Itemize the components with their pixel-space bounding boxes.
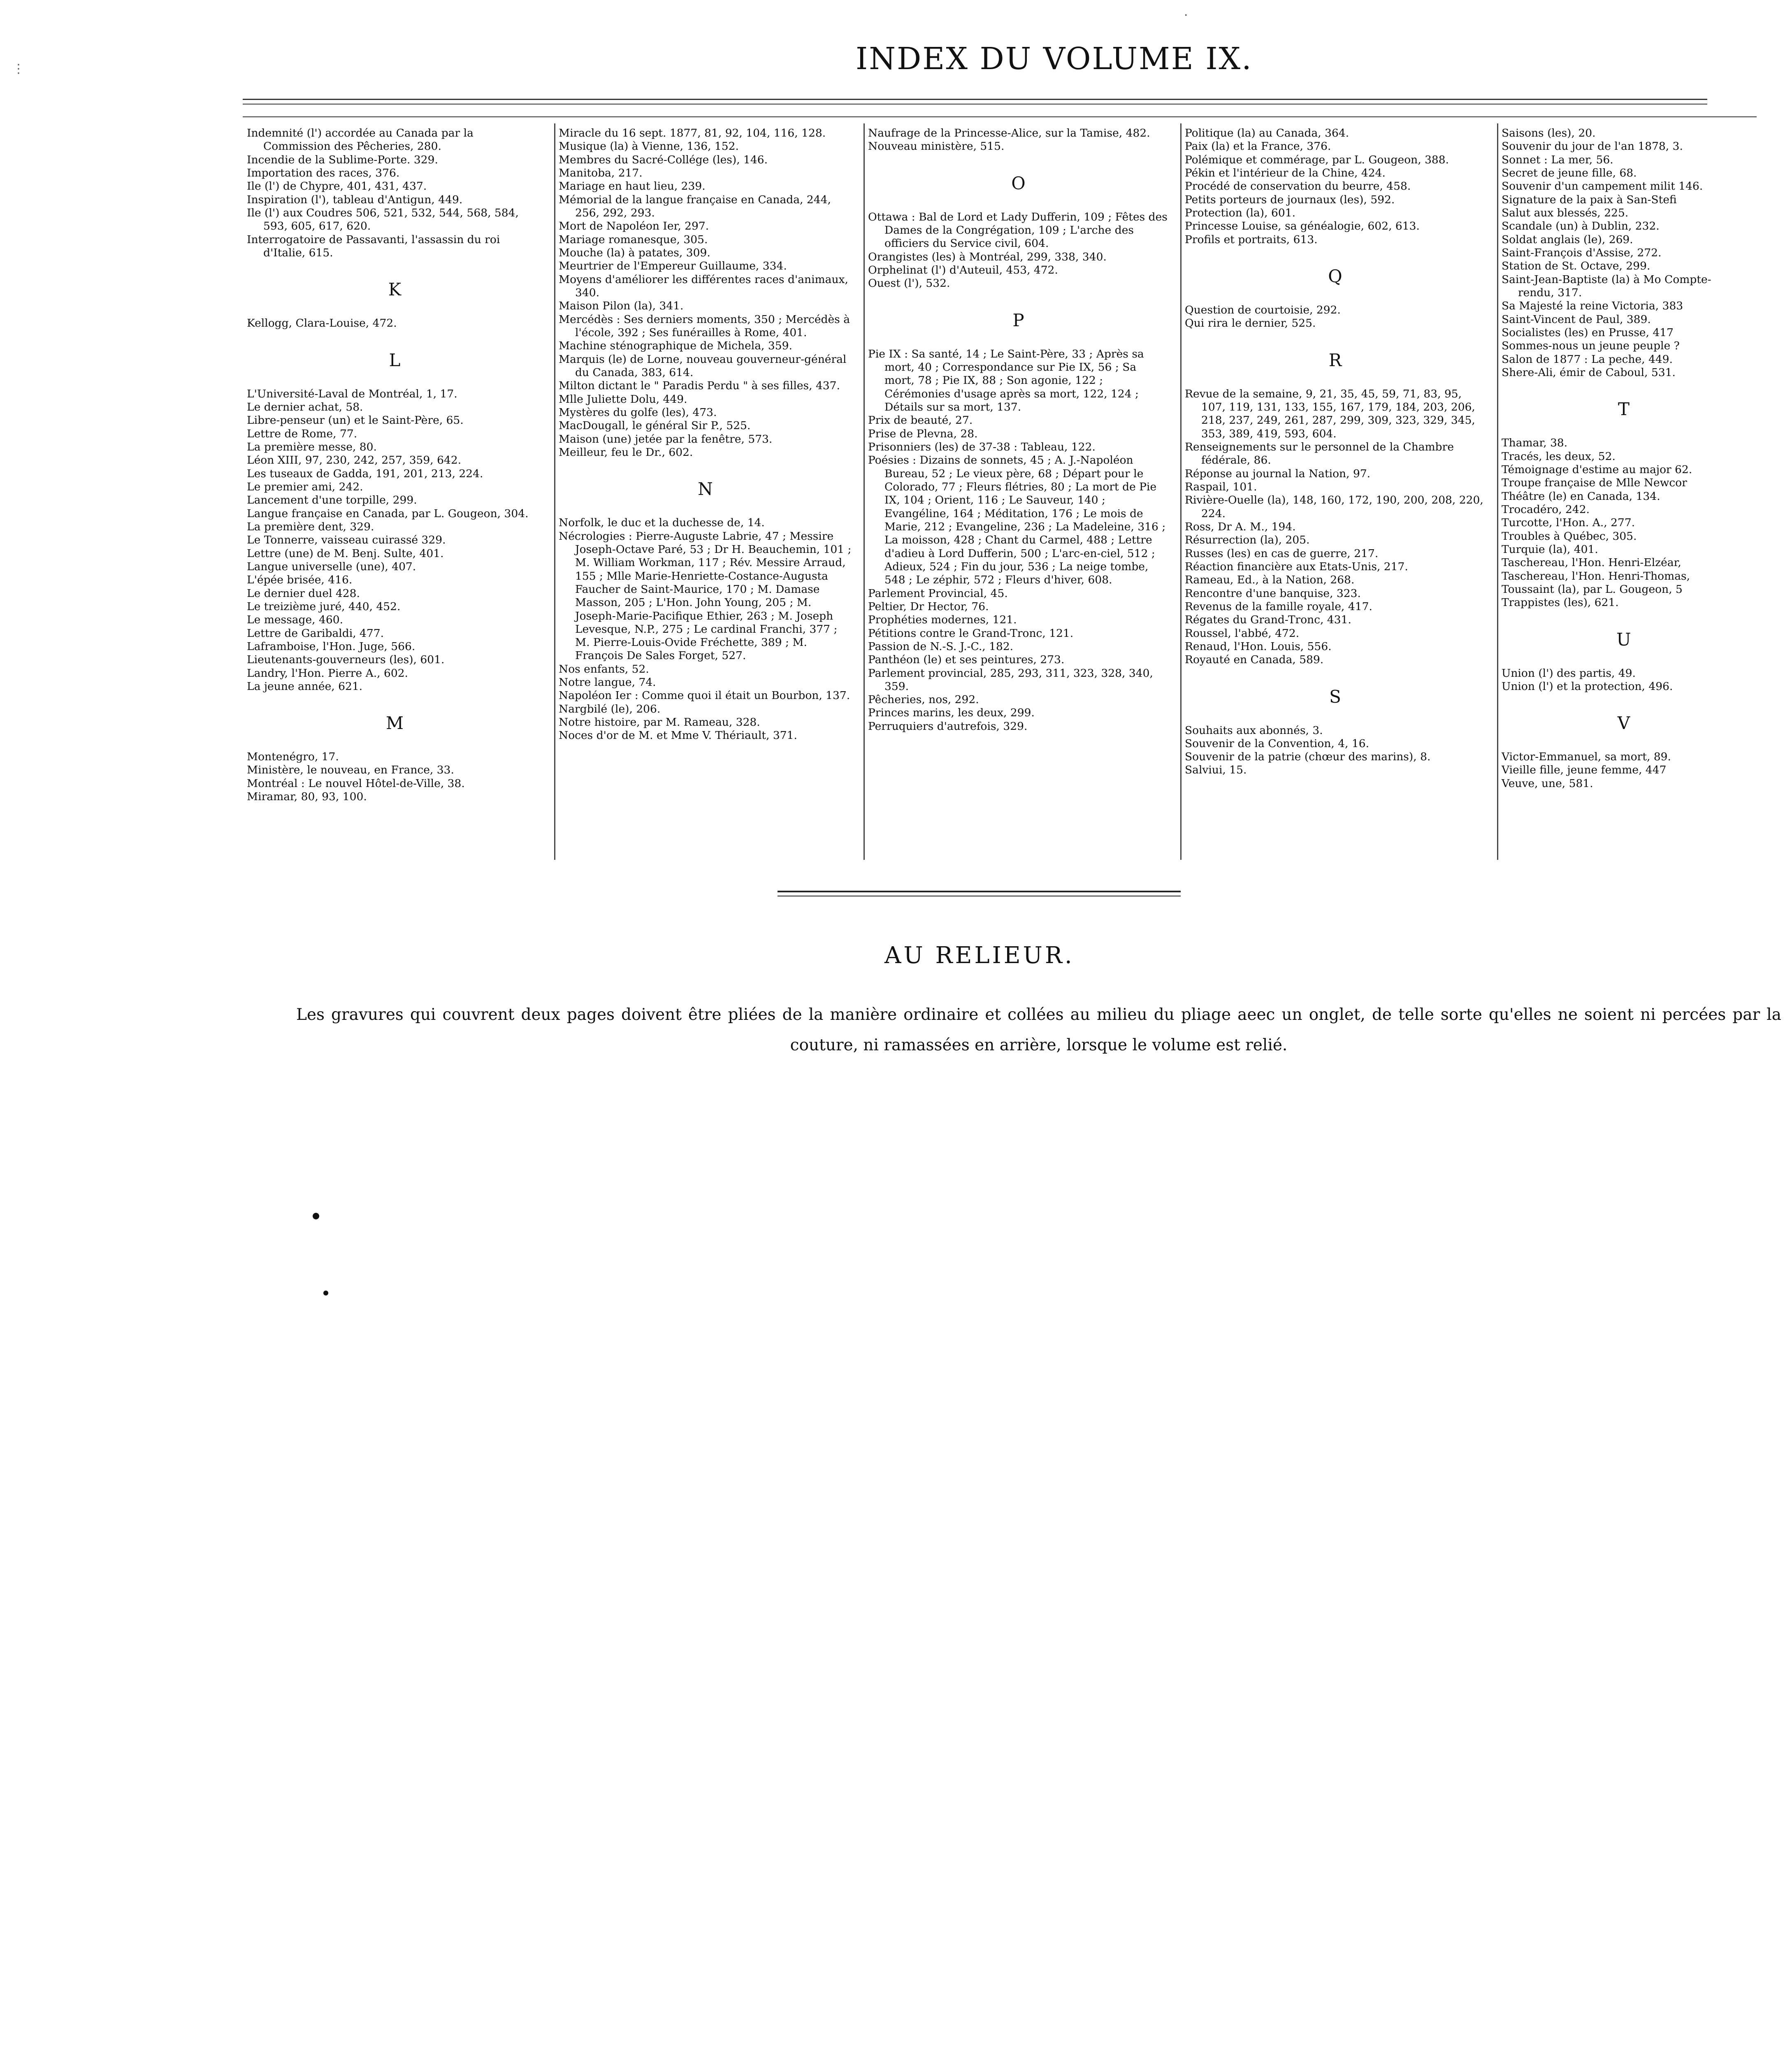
index-entry: Le dernier duel 428. <box>247 587 360 600</box>
index-entry: Langue française en Canada, par L. Gougeon, 304. <box>247 507 529 520</box>
index-entry: MacDougall, le général Sir P., 525. <box>559 419 751 432</box>
index-entry: Perruquiers d'autrefois, 329. <box>868 720 1028 733</box>
index-entry: Théâtre (le) en Canada, 134. <box>1502 490 1660 503</box>
index-entry: Renseignements sur le personnel de la Chambre fédérale, 86. <box>1185 440 1454 467</box>
index-entry: Taschereau, l'Hon. Henri-Thomas, <box>1502 569 1690 583</box>
index-entry: Ile (l') de Chypre, 401, 431, 437. <box>247 180 427 193</box>
index-entry: Mémorial de la langue française en Canada, 244, 256, 292, 293. <box>559 193 831 219</box>
index-entry: Politique (la) au Canada, 364. <box>1185 127 1349 139</box>
section-divider <box>778 891 1181 892</box>
index-entry: Nos enfants, 52. <box>559 662 649 676</box>
columns-top-rule <box>243 116 1757 117</box>
index-entry: Mercédès : Ses derniers moments, 350 ; Mercédès à l'école, 392 ; Ses funérailles à Rome, 401. <box>559 313 850 339</box>
margin-mark: ⋮ <box>12 62 25 76</box>
index-entry: Sa Majesté la reine Victoria, 383 <box>1502 299 1683 313</box>
index-entry: Saisons (les), 20. <box>1502 127 1596 139</box>
index-entry: Membres du Sacré-Collége (les), 146. <box>559 153 768 166</box>
index-entry: Princesse Louise, sa généalogie, 602, 613. <box>1185 220 1420 233</box>
index-entry: Souvenir du jour de l'an 1878, 3. <box>1502 140 1683 153</box>
index-entry: Landry, l'Hon. Pierre A., 602. <box>247 666 408 680</box>
index-entry: Ross, Dr A. M., 194. <box>1185 520 1296 533</box>
index-entry: Mariage romanesque, 305. <box>559 233 708 246</box>
index-entry: Passion de N.-S. J.-C., 182. <box>868 640 1014 653</box>
index-entry: Noces d'or de M. et Mme V. Thériault, 371. <box>559 729 797 742</box>
index-entry: Qui rira le dernier, 525. <box>1185 317 1316 330</box>
top-mark: · <box>1184 8 1188 23</box>
index-entry: Résurrection (la), 205. <box>1185 534 1310 547</box>
index-entry: Souvenir de la patrie (chœur des marins), 8. <box>1185 750 1431 764</box>
index-entry: Les tuseaux de Gadda, 191, 201, 213, 224. <box>247 467 483 480</box>
index-entry: Shere-Ali, émir de Caboul, 531. <box>1502 366 1676 379</box>
index-entry: Salon de 1877 : La peche, 449. <box>1502 353 1673 366</box>
index-entry: Nouveau ministère, 515. <box>868 140 1005 153</box>
section-letter: P <box>1012 310 1024 330</box>
index-entry: Panthéon (le) et ses peintures, 273. <box>868 653 1065 666</box>
index-entry: Ottawa : Bal de Lord et Lady Dufferin, 109 ; Fêtes des Dames de la Congrégation, 109 ; L'arche des officiers du Service civil, 604. <box>868 210 1168 250</box>
index-entry: Le treizième juré, 440, 452. <box>247 600 401 613</box>
index-entry: Moyens d'améliorer les différentes races d'animaux, 340. <box>559 273 848 299</box>
index-entry: Notre langue, 74. <box>559 676 656 689</box>
index-entry: Kellogg, Clara-Louise, 472. <box>247 317 397 330</box>
index-entry: Salviui, 15. <box>1185 764 1247 777</box>
index-entry: Veuve, une, 581. <box>1502 777 1593 790</box>
index-entry: Lancement d'une torpille, 299. <box>247 494 417 507</box>
section-letter: T <box>1618 399 1630 420</box>
index-entry: Rameau, Ed., à la Nation, 268. <box>1185 573 1355 587</box>
index-entry: Station de St. Octave, 299. <box>1502 260 1650 273</box>
index-entry: Princes marins, les deux, 299. <box>868 706 1035 720</box>
index-entry: Lettre (une) de M. Benj. Sulte, 401. <box>247 547 444 560</box>
index-entry: Miramar, 80, 93, 100. <box>247 790 367 803</box>
relieur-paragraph: Les gravures qui couvrent deux pages doivent être pliées de la manière ordinaire et collées au milieu du pliage aeec un onglet, de telle sorte qu'elles ne soient ni percées par la couture, ni ramassées en arrière, lorsque le volume est relié. <box>296 1005 1781 1055</box>
index-entry: Revue de la semaine, 9, 21, 35, 45, 59, 71, 83, 95, 107, 119, 131, 133, 155, 167, 179, 184, 203, 206, 218, 237, 249, 261, 287, 299, 309, 323, 329, 345, 353, 389, 419, 593, 604. <box>1185 387 1475 440</box>
ink-dot <box>313 1213 319 1219</box>
index-entry: Souvenir d'un campement milit 146. <box>1502 180 1703 193</box>
index-entry: Le dernier achat, 58. <box>247 400 363 413</box>
index-column <box>244 123 555 860</box>
index-entry: Prix de beauté, 27. <box>868 414 973 427</box>
index-entry: Lieutenants-gouverneurs (les), 601. <box>247 653 445 666</box>
index-entry: Ouest (l'), 532. <box>868 277 950 290</box>
index-entry: Nécrologies : Pierre-Auguste Labrie, 47 ; Messire Joseph-Octave Paré, 53 ; Dr H. Beauchemin, 101 ; M. William Workman, 117 ; Rév. Messire Arraud, 155 ; Mlle Marie-Henriette-Costance-Augusta Faucher de Saint-Maurice, 170 ; M. Damase Masson, 205 ; L'Hon. John Young, 205 ; M. Joseph-Marie-Pacifique Ethier, 263 ; M. Joseph Levesque, N.P., 275 ; Le cardinal Franchi, 377 ; M. Pierre-Louis-Ovide Fréchette, 389 ; M. François De Sales Forget, 527. <box>559 529 852 662</box>
index-entry: Mariage en haut lieu, 239. <box>559 180 706 193</box>
ink-dot <box>323 1291 328 1295</box>
index-entry: Maison (une) jetée par la fenêtre, 573. <box>559 432 773 446</box>
index-entry: Socialistes (les) en Prusse, 417 <box>1502 326 1674 339</box>
index-entry: Témoignage d'estime au major 62. <box>1502 463 1692 476</box>
index-column <box>1498 123 1757 860</box>
index-entry: Machine sténographique de Michela, 359. <box>559 339 792 353</box>
index-entry: Turquie (la), 401. <box>1502 543 1598 556</box>
index-entry: Question de courtoisie, 292. <box>1185 303 1341 316</box>
index-entry: Réponse au journal la Nation, 97. <box>1185 467 1371 480</box>
top-rule <box>243 99 1707 100</box>
index-entry: Troubles à Québec, 305. <box>1502 529 1637 543</box>
index-entry: Napoléon Ier : Comme quoi il était un Bourbon, 137. <box>559 689 850 702</box>
index-entry: Thamar, 38. <box>1502 436 1568 450</box>
index-entry: Rencontre d'une banquise, 323. <box>1185 587 1361 600</box>
section-letter: S <box>1329 686 1341 707</box>
index-entry: Norfolk, le duc et la duchesse de, 14. <box>559 516 765 529</box>
section-letter: K <box>388 279 402 300</box>
index-entry: Taschereau, l'Hon. Henri-Elzéar, <box>1502 556 1681 569</box>
index-entry: Montenégro, 17. <box>247 750 339 764</box>
index-entry: Trappistes (les), 621. <box>1502 596 1619 609</box>
index-entry: Léon XIII, 97, 230, 242, 257, 359, 642. <box>247 454 462 467</box>
index-entry: Procédé de conservation du beurre, 458. <box>1185 180 1411 193</box>
index-entry: Paix (la) et la France, 376. <box>1185 140 1331 153</box>
index-column <box>865 123 1182 860</box>
index-entry: Protection (la), 601. <box>1185 206 1295 219</box>
index-entry: Montréal : Le nouvel Hôtel-de-Ville, 38. <box>247 777 465 790</box>
index-entry: Signature de la paix à San-Stefi <box>1502 193 1677 206</box>
index-entry: Maison Pilon (la), 341. <box>559 299 684 313</box>
index-entry: L'épée brisée, 416. <box>247 573 353 587</box>
index-column <box>555 123 865 860</box>
index-entry: Indemnité (l') accordée au Canada par la Commission des Pêcheries, 280. <box>247 127 474 153</box>
index-entry: Marquis (le) de Lorne, nouveau gouverneur-général du Canada, 383, 614. <box>559 353 847 379</box>
index-entry: Sommes-nous un jeune peuple ? <box>1502 339 1680 353</box>
index-entry: Manitoba, 217. <box>559 166 643 179</box>
index-entry: L'Université-Laval de Montréal, 1, 17. <box>247 387 457 400</box>
index-entry: Pétitions contre le Grand-Tronc, 121. <box>868 627 1074 640</box>
index-entry: Saint-François d'Assise, 272. <box>1502 246 1662 259</box>
index-entry: Orangistes (les) à Montréal, 299, 338, 340. <box>868 250 1107 263</box>
index-entry: Libre-penseur (un) et le Saint-Père, 65. <box>247 414 464 427</box>
index-entry: Ministère, le nouveau, en France, 33. <box>247 764 454 777</box>
index-entry: Souhaits aux abonnés, 3. <box>1185 724 1323 737</box>
index-entry: Meurtrier de l'Empereur Guillaume, 334. <box>559 260 787 273</box>
section-letter: V <box>1617 713 1630 734</box>
index-entry: Secret de jeune fille, 68. <box>1502 166 1637 179</box>
index-entry: Rivière-Ouelle (la), 148, 160, 172, 190, 200, 208, 220, 224. <box>1185 494 1483 520</box>
index-entry: Saint-Vincent de Paul, 389. <box>1502 313 1651 326</box>
index-entry: Interrogatoire de Passavanti, l'assassin du roi d'Italie, 615. <box>247 233 500 259</box>
index-entry: Mlle Juliette Dolu, 449. <box>559 392 687 406</box>
index-entry: Raspail, 101. <box>1185 480 1257 493</box>
index-entry: La première dent, 329. <box>247 520 374 533</box>
index-entry: Régates du Grand-Tronc, 431. <box>1185 613 1351 627</box>
index-entry: Renaud, l'Hon. Louis, 556. <box>1185 640 1332 653</box>
index-entry: Pêcheries, nos, 292. <box>868 693 979 706</box>
index-entry: Importation des races, 376. <box>247 166 400 179</box>
index-entry: Milton dictant le " Paradis Perdu " à ses filles, 437. <box>559 379 840 392</box>
index-entry: Lettre de Rome, 77. <box>247 427 357 440</box>
index-entry: Revenus de la famille royale, 417. <box>1185 600 1372 613</box>
index-entry: Poésies : Dizains de sonnets, 45 ; A. J.-Napoléon Bureau, 52 ; Le vieux père, 68 ; Départ pour le Colorado, 77 ; Fleurs flétries, 80 ; La mort de Pie IX, 104 ; Orient, 116 ; Le Sauveur, 140 ; Evangéline, 164 ; Méditation, 176 ; Le mois de Marie, 212 ; Evangeline, 236 ; La Madeleine, 316 ; La moisson, 428 ; Chant du Carmel, 488 ; Lettre d'adieu à Lord Dufferin, 500 ; L'arc-en-ciel, 512 ; Adieux, 524 ; Fin du jour, 536 ; La neige tombe, 548 ; Le zéphir, 572 ; Fleurs d'hiver, 608. <box>868 454 1166 587</box>
index-entry: Mouche (la) à patates, 309. <box>559 246 710 259</box>
index-entry: La jeune année, 621. <box>247 680 363 693</box>
section-letter: M <box>385 713 404 734</box>
index-entry: Notre histoire, par M. Rameau, 328. <box>559 716 760 729</box>
index-entry: Le Tonnerre, vaisseau cuirassé 329. <box>247 534 446 547</box>
index-entry: Orphelinat (l') d'Auteuil, 453, 472. <box>868 263 1058 276</box>
index-entry: Troupe française de Mlle Newcor <box>1502 476 1687 490</box>
index-entry: Musique (la) à Vienne, 136, 152. <box>559 140 739 153</box>
index-entry: Naufrage de la Princesse-Alice, sur la Tamise, 482. <box>868 127 1150 139</box>
section-letter: L <box>389 350 401 370</box>
index-entry: Nargbilé (le), 206. <box>559 702 661 715</box>
index-entry: Roussel, l'abbé, 472. <box>1185 627 1300 640</box>
index-entry: Pékin et l'intérieur de la Chine, 424. <box>1185 166 1386 179</box>
index-entry: Profils et portraits, 613. <box>1185 233 1318 246</box>
section-letter: U <box>1616 629 1631 650</box>
index-entry: Meilleur, feu le Dr., 602. <box>559 446 693 459</box>
index-entry: Mort de Napoléon Ier, 297. <box>559 220 709 233</box>
index-entry: Prise de Plevna, 28. <box>868 427 978 440</box>
index-entry: Union (l') des partis, 49. <box>1502 666 1636 680</box>
index-entry: Peltier, Dr Hector, 76. <box>868 600 989 613</box>
relieur-heading: AU RELIEUR. <box>884 942 1075 969</box>
index-entry: Vieille fille, jeune femme, 447 <box>1502 764 1667 777</box>
index-entry: Incendie de la Sublime-Porte. 329. <box>247 153 438 166</box>
index-entry: Lettre de Garibaldi, 477. <box>247 627 384 640</box>
index-entry: Le premier ami, 242. <box>247 480 363 493</box>
index-entry: Union (l') et la protection, 496. <box>1502 680 1673 693</box>
index-column <box>1182 123 1498 860</box>
index-entry: Parlement provincial, 285, 293, 311, 323, 328, 340, 359. <box>868 666 1153 693</box>
index-entry: Inspiration (l'), tableau d'Antigun, 449. <box>247 193 463 206</box>
index-entry: Ile (l') aux Coudres 506, 521, 532, 544, 568, 584, 593, 605, 617, 620. <box>247 206 519 233</box>
index-entry: Miracle du 16 sept. 1877, 81, 92, 104, 116, 128. <box>559 127 826 139</box>
index-entry: Le message, 460. <box>247 613 344 627</box>
section-letter: N <box>698 479 713 499</box>
index-entry: Laframboise, l'Hon. Juge, 566. <box>247 640 416 653</box>
index-entry: Toussaint (la), par L. Gougeon, 5 <box>1502 583 1683 596</box>
index-entry: Pie IX : Sa santé, 14 ; Le Saint-Père, 33 ; Après sa mort, 40 ; Correspondance sur Pie IX, 56 ; Sa mort, 78 ; Pie IX, 88 ; Son agonie, 122 ; Cérémonies d'usage après sa mort, 122, 124 ; Détails sur sa mort, 137. <box>868 347 1144 413</box>
index-entry: Souvenir de la Convention, 4, 16. <box>1185 737 1370 750</box>
section-letter: R <box>1328 350 1342 370</box>
section-letter: O <box>1011 173 1026 193</box>
index-entry: Russes (les) en cas de guerre, 217. <box>1185 547 1379 560</box>
index-entry: Salut aux blessés, 225. <box>1502 206 1629 219</box>
section-letter: Q <box>1328 266 1342 286</box>
index-entry: Prophéties modernes, 121. <box>868 613 1017 627</box>
index-entry: Saint-Jean-Baptiste (la) à Mo Compte-rendu, 317. <box>1502 273 1711 299</box>
index-entry: Petits porteurs de journaux (les), 592. <box>1185 193 1395 206</box>
index-entry: Prisonniers (les) de 37-38 : Tableau, 122. <box>868 440 1096 453</box>
index-entry: Turcotte, l'Hon. A., 277. <box>1502 516 1635 529</box>
index-entry: La première messe, 80. <box>247 440 377 453</box>
index-entry: Parlement Provincial, 45. <box>868 587 1008 600</box>
index-entry: Scandale (un) à Dublin, 232. <box>1502 220 1660 233</box>
index-entry: Victor-Emmanuel, sa mort, 89. <box>1502 750 1671 764</box>
index-entry: Langue universelle (une), 407. <box>247 560 416 573</box>
index-entry: Polémique et commérage, par L. Gougeon, 388. <box>1185 153 1449 166</box>
index-entry: Mystères du golfe (les), 473. <box>559 406 717 419</box>
index-columns <box>244 123 1757 860</box>
index-entry: Royauté en Canada, 589. <box>1185 653 1324 666</box>
index-entry: Trocadéro, 242. <box>1502 503 1590 516</box>
index-entry: Réaction financière aux Etats-Unis, 217. <box>1185 560 1408 573</box>
index-entry: Sonnet : La mer, 56. <box>1502 153 1613 166</box>
index-entry: Tracés, les deux, 52. <box>1502 450 1616 463</box>
page-title: INDEX DU VOLUME IX. <box>856 41 1253 77</box>
index-entry: Soldat anglais (le), 269. <box>1502 233 1633 246</box>
